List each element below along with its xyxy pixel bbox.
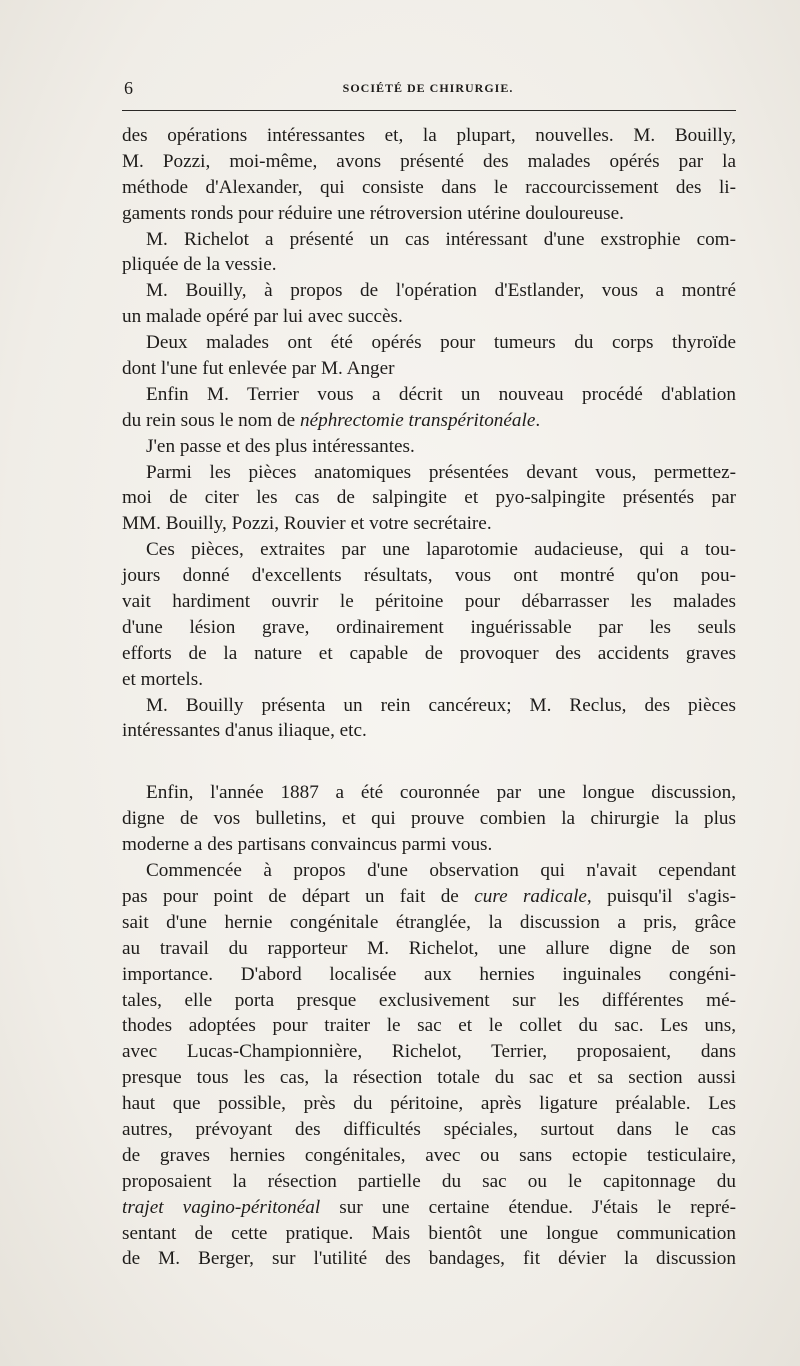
text-line: importance. D'abord localisée aux hernies inguinales congéni- xyxy=(122,963,736,985)
text-line: jours donné d'excellents résultats, vous ont montré qu'on pou- xyxy=(122,565,736,587)
text-line: pas pour point de départ un fait de cure radicale, puisqu'il s'agis- xyxy=(122,885,737,907)
italic-term: néphrectomie transpéritonéale xyxy=(300,409,536,431)
text-line: Enfin M. Terrier vous a décrit un nouveau procédé d'ablation xyxy=(146,383,736,405)
text-line: Enfin, l'année 1887 a été couronnée par une longue discussion, xyxy=(146,782,736,804)
text-line: un malade opéré par lui avec succès. xyxy=(122,306,403,328)
text-line: Ces pièces, extraites par une laparotomie audacieuse, qui a tou- xyxy=(146,539,736,561)
italic-term: trajet vagino-péritonéal xyxy=(122,1196,321,1218)
text-line: tales, elle porta presque exclusivement sur les différentes mé- xyxy=(122,989,736,1011)
text-line: MM. Bouilly, Pozzi, Rouvier et votre secrétaire. xyxy=(122,513,492,535)
running-title: SOCIÉTÉ DE CHIRURGIE. xyxy=(342,81,514,95)
paragraph xyxy=(122,780,736,858)
text-line: M. Pozzi, moi-même, avons présenté des malades opérés par la xyxy=(122,150,736,172)
text-line: thodes adoptées pour traiter le sac et le collet du sac. Les uns, xyxy=(122,1015,736,1037)
text-line: de M. Berger, sur l'utilité des bandages, fit dévier la discussion xyxy=(122,1248,736,1270)
text-line: sentant de cette pratique. Mais bientôt une longue communication xyxy=(122,1222,736,1244)
text-line: efforts de la nature et capable de provoquer des accidents graves xyxy=(122,642,736,664)
text-line: proposaient la résection partielle du sac ou le capitonnage du xyxy=(122,1170,736,1192)
text-line: moi de citer les cas de salpingite et pyo-salpingite présentés par xyxy=(122,487,736,509)
body-text xyxy=(122,123,736,1272)
text-line: autres, prévoyant des difficultés spéciales, surtout dans le cas xyxy=(122,1118,736,1140)
text-line: M. Richelot a présenté un cas intéressant d'une exstrophie com- xyxy=(146,228,736,250)
page-number: 6 xyxy=(124,78,134,98)
paragraph xyxy=(122,693,736,745)
paragraph xyxy=(122,123,736,227)
paragraph xyxy=(122,537,736,692)
text-line: et mortels. xyxy=(122,668,203,690)
text-line: des opérations intéressantes et, la plupart, nouvelles. M. Bouilly, xyxy=(122,125,736,146)
text-line: gaments ronds pour réduire une rétroversion utérine douloureuse. xyxy=(122,202,624,224)
text-line: digne de vos bulletins, et qui prouve combien la chirurgie la plus xyxy=(122,808,736,830)
paragraph xyxy=(122,382,736,434)
header-rule xyxy=(122,110,736,111)
text-line: dont l'une fut enlevée par M. Anger xyxy=(122,358,395,380)
paragraph xyxy=(122,278,736,330)
text-line: presque tous les cas, la résection totale du sac et sa section aussi xyxy=(122,1067,736,1089)
section-gap xyxy=(122,744,736,780)
text-line: J'en passe et des plus intéressantes. xyxy=(146,435,415,457)
paragraph xyxy=(122,330,736,382)
text-line: intéressantes d'anus iliaque, etc. xyxy=(122,720,367,742)
paragraph xyxy=(122,858,736,1272)
paragraph xyxy=(122,434,736,460)
paragraph xyxy=(122,227,736,279)
text-line: au travail du rapporteur M. Richelot, une allure digne de son xyxy=(122,937,736,959)
italic-term: cure radicale xyxy=(474,885,587,907)
paragraph xyxy=(122,460,736,538)
text-line: méthode d'Alexander, qui consiste dans le raccourcissement des li- xyxy=(122,176,736,198)
text-line: Parmi les pièces anatomiques présentées devant vous, permettez- xyxy=(146,461,736,483)
text-line: M. Bouilly, à propos de l'opération d'Estlander, vous a montré xyxy=(146,280,736,302)
text-line: du rein sous le nom de néphrectomie transpéritonéale. xyxy=(122,409,541,431)
text-line: Deux malades ont été opérés pour tumeurs du corps thyroïde xyxy=(146,332,736,354)
text-line: d'une lésion grave, ordinairement inguérissable par les seuls xyxy=(122,616,736,638)
text-line: M. Bouilly présenta un rein cancéreux; M. Reclus, des pièces xyxy=(146,694,736,716)
text-line: pliquée de la vessie. xyxy=(122,254,277,276)
text-line: trajet vagino-péritonéal sur une certaine étendue. J'étais le repré- xyxy=(122,1196,736,1218)
text-line: sait d'une hernie congénitale étranglée, la discussion a pris, grâce xyxy=(122,911,736,933)
text-line: avec Lucas-Championnière, Richelot, Terrier, proposaient, dans xyxy=(122,1041,736,1063)
text-line: de graves hernies congénitales, avec ou sans ectopie testiculaire, xyxy=(122,1144,736,1166)
text-line: Commencée à propos d'une observation qui n'avait cependant xyxy=(146,860,736,882)
text-line: moderne a des partisans convaincus parmi vous. xyxy=(122,834,493,856)
text-line: haut que possible, près du péritoine, après ligature préalable. Les xyxy=(122,1093,736,1115)
page-header xyxy=(120,78,736,100)
text-line: vait hardiment ouvrir le péritoine pour débarrasser les malades xyxy=(122,591,736,613)
